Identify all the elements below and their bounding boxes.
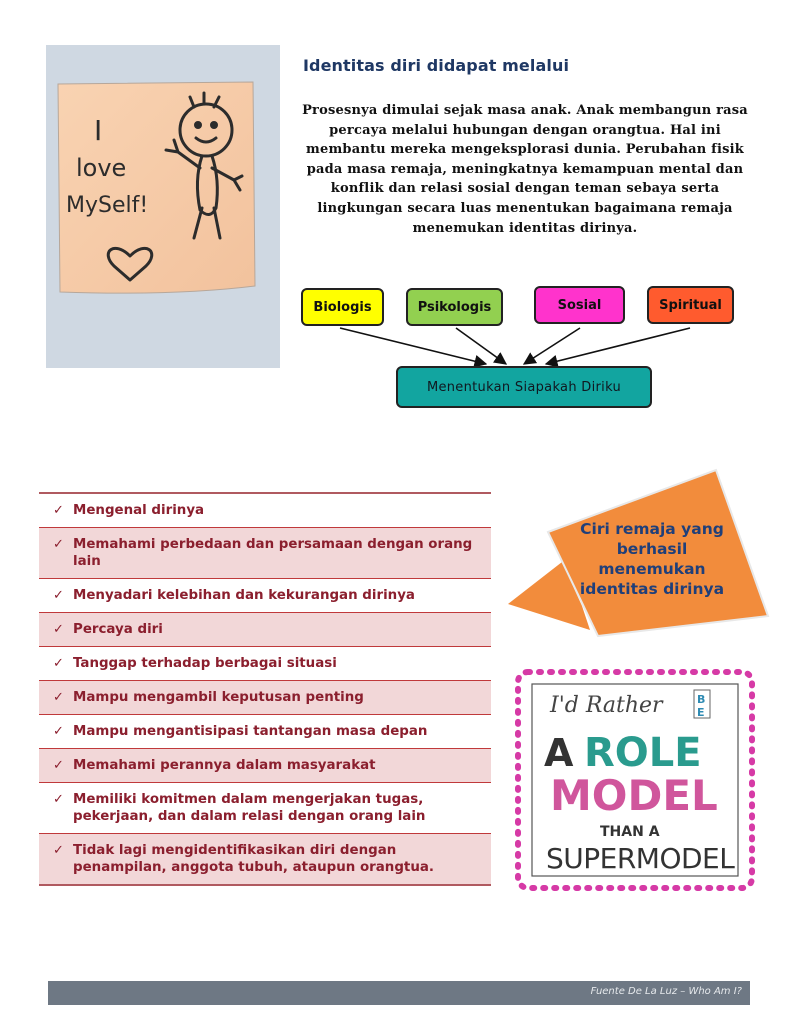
- poster-line2b: ROLE: [584, 730, 702, 776]
- check-icon: ✓: [53, 503, 64, 518]
- box-biologis: Biologis: [301, 288, 384, 326]
- check-icon: ✓: [53, 843, 64, 858]
- list-item-text: Menyadari kelebihan dan kekurangan dirinya: [73, 588, 415, 603]
- note-text-1: I: [94, 114, 103, 147]
- poster-line4: THAN A: [600, 824, 660, 840]
- list-item: [39, 579, 491, 613]
- poster-be-e: E: [697, 706, 705, 719]
- list-item-text: Tidak lagi mengidentifikasikan diri dengan penampilan, anggota tubuh, ataupun orangtua.: [73, 843, 434, 875]
- check-icon: ✓: [53, 792, 64, 807]
- poster-line5: SUPERMODEL: [546, 842, 735, 875]
- check-icon: ✓: [53, 690, 64, 705]
- check-icon: ✓: [53, 537, 64, 552]
- box-spiritual: Spiritual: [647, 286, 734, 324]
- list-item-text: Memahami perbedaan dan persamaan dengan orang lain: [73, 537, 473, 569]
- note-text-3: MySelf!: [66, 193, 149, 218]
- list-item-text: Mampu mengantisipasi tantangan masa depan: [73, 724, 428, 739]
- arrow-sosial: [524, 328, 580, 364]
- check-icon: ✓: [53, 622, 64, 637]
- list-item-text: Memiliki komitmen dalam mengerjakan tugas, pekerjaan, dan dalam relasi dengan orang lain: [73, 792, 426, 824]
- box-result: Menentukan Siapakah Diriku: [396, 366, 652, 408]
- arrow-spiritual: [546, 328, 690, 364]
- list-item-text: Memahami perannya dalam masyarakat: [73, 758, 376, 773]
- list-item-text: Mengenal dirinya: [73, 503, 205, 518]
- footer-text: Fuente De La Luz – Who Am I?: [590, 986, 742, 997]
- poster-line3: MODEL: [550, 771, 718, 820]
- role-model-poster: [510, 664, 760, 896]
- poster-be-b: B: [697, 693, 706, 706]
- sticky-note-image: [54, 80, 257, 298]
- list-item-text: Mampu mengambil keputusan penting: [73, 690, 364, 705]
- list-item: [39, 715, 491, 749]
- callout-text: Ciri remaja yang berhasil menemukan identitas dirinya: [579, 520, 725, 598]
- check-icon: ✓: [53, 724, 64, 739]
- list-item-text: Percaya diri: [73, 622, 163, 637]
- list-item: [39, 834, 491, 884]
- note-text-2: love: [76, 154, 127, 182]
- section-heading: Identitas diri didapat melalui: [303, 56, 570, 75]
- box-psikologis: Psikologis: [406, 288, 503, 326]
- box-sosial: Sosial: [534, 286, 625, 324]
- check-icon: ✓: [53, 758, 64, 773]
- check-icon: ✓: [53, 656, 64, 671]
- list-item: [39, 783, 491, 834]
- list-item: [39, 494, 491, 528]
- footer-bar: [48, 981, 750, 1005]
- poster-line2a: A: [544, 731, 574, 775]
- intro-paragraph: Prosesnya dimulai sejak masa anak. Anak membangun rasa percaya melalui hubungan dengan orangtua. Hal ini membantu mereka mengeksplorasi dunia. Perubahan fisik pada masa remaja, meningkatnya kemampuan mental dan konflik dan relasi sosial dengan teman sebaya serta lingkungan secara luas menentukan bagaimana remaja menemukan identitas dirinya.: [302, 103, 748, 236]
- check-icon: ✓: [53, 588, 64, 603]
- list-item: [39, 528, 491, 579]
- list-item: [39, 647, 491, 681]
- poster-line1: I'd Rather: [550, 693, 663, 718]
- list-item: [39, 613, 491, 647]
- checklist: [39, 492, 491, 886]
- list-item: [39, 681, 491, 715]
- list-item: [39, 749, 491, 783]
- list-item-text: Tanggap terhadap berbagai situasi: [73, 656, 337, 671]
